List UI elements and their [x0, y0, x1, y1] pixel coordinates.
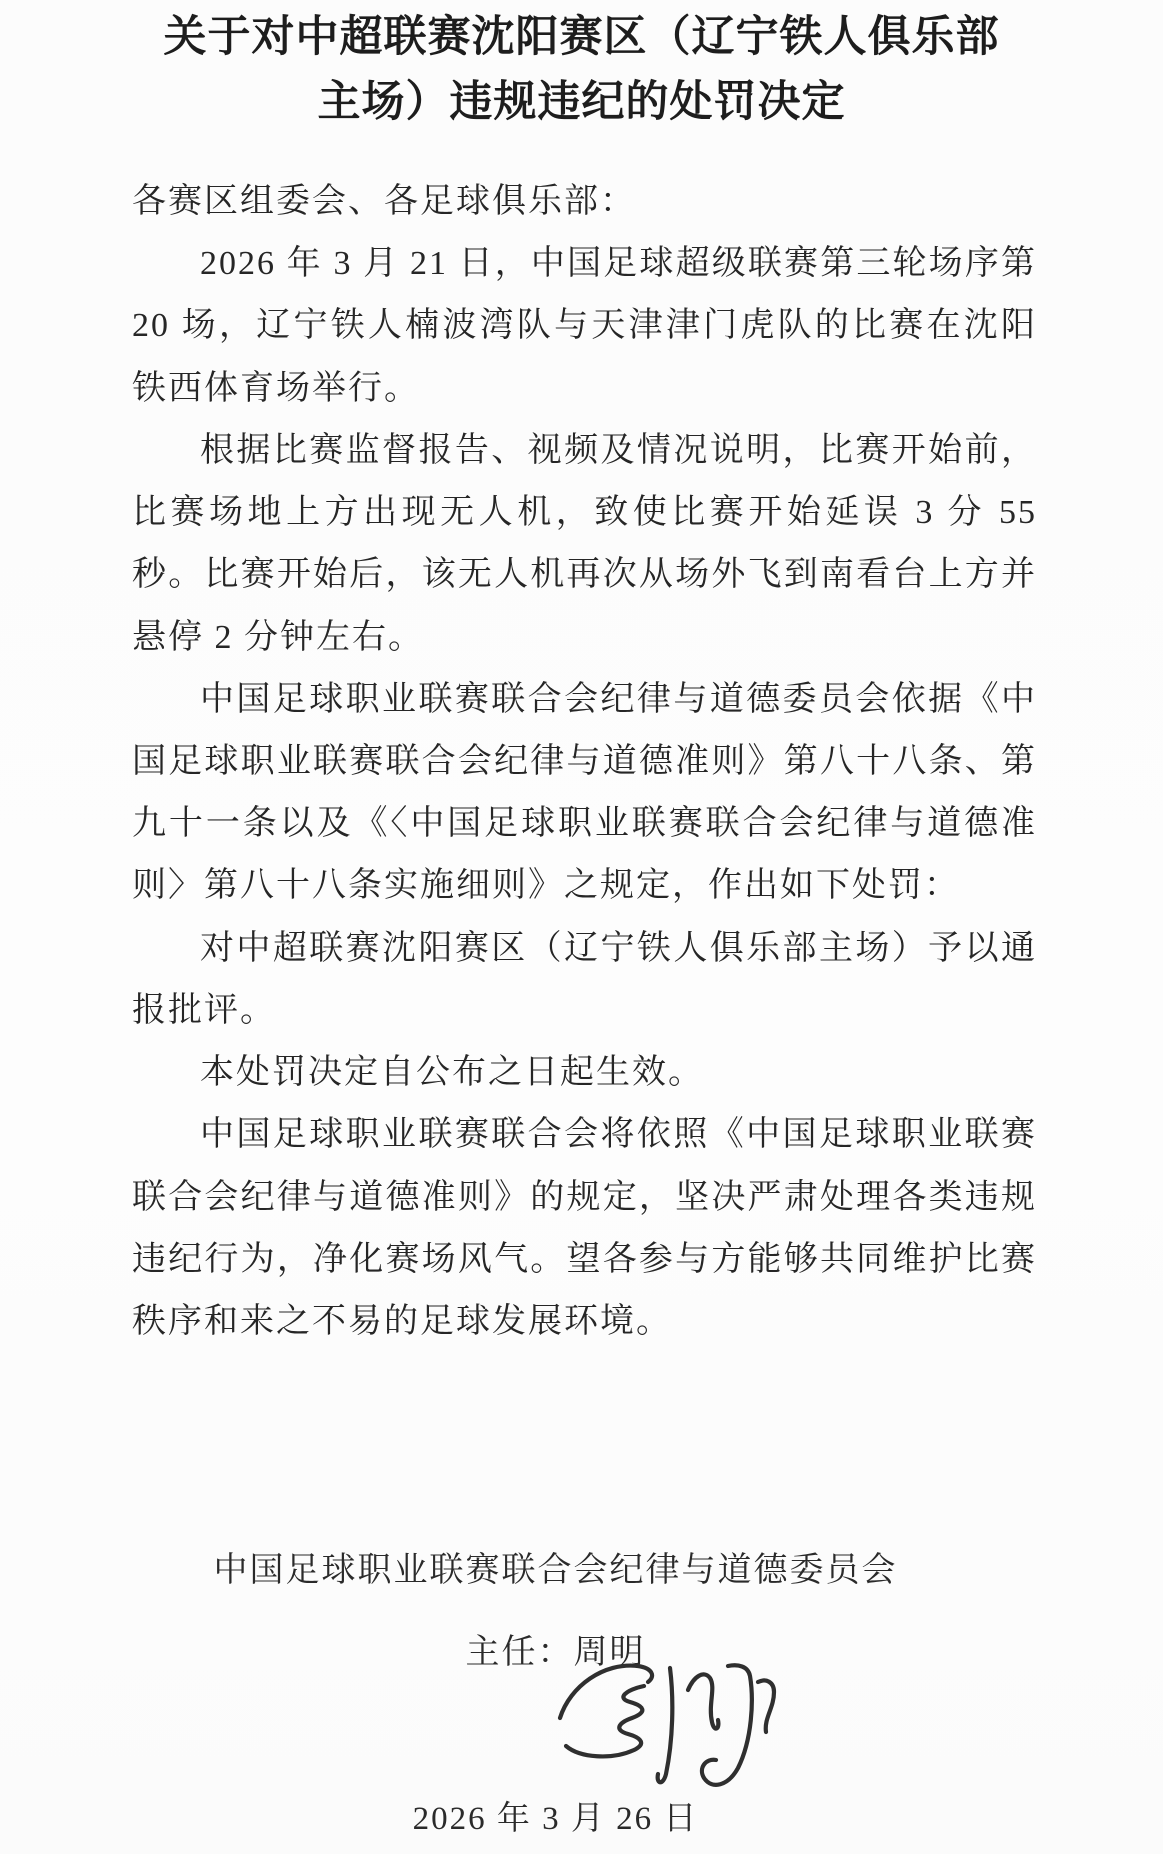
paragraph-match-info: 2026 年 3 月 21 日，中国足球超级联赛第三轮场序第 20 场，辽宁铁人楠波湾队与天津津门虎队的比赛在沈阳铁西体育场举行。: [132, 245, 1037, 407]
paragraph-legal-basis: 中国足球职业联赛联合会纪律与道德委员会依据《中国足球职业联赛联合会纪律与道德准则》第八十八条、第九十一条以及《〈中国足球职业联赛联合会纪律与道德准则〉第八十八条实施细则》之规定，作出如下处罚：: [132, 680, 1037, 905]
signer-name-line: 主任：周明: [465, 1634, 646, 1671]
paragraph-effective-date: 本处罚决定自公布之日起生效。: [200, 1054, 704, 1092]
document-body: [132, 171, 1037, 1353]
salutation: 各赛区组委会、各足球俱乐部：: [132, 183, 636, 220]
signature-strokes: [552, 1656, 784, 1804]
document-title-line-2: 主场）违规违纪的处罚决定: [317, 78, 846, 126]
paragraph-penalty: 对中超联赛沈阳赛区（辽宁铁人俱乐部主场）予以通报批评。: [132, 929, 1037, 1029]
document-title-line-1: 关于对中超联赛沈阳赛区（辽宁铁人俱乐部: [163, 14, 1000, 61]
issuing-committee: 中国足球职业联赛联合会纪律与道德委员会: [213, 1552, 898, 1589]
issue-date: 2026 年 3 月 26 日: [412, 1801, 699, 1837]
handwritten-signature: [552, 1656, 784, 1804]
paragraph-closing-statement: 中国足球职业联赛联合会将依照《中国足球职业联赛联合会纪律与道德准则》的规定，坚决严肃处理各类违规违纪行为，净化赛场风气。望各参与方能够共同维护比赛秩序和来之不易的足球发展环境。: [132, 1116, 1037, 1340]
paragraph-incident-description: 根据比赛监督报告、视频及情况说明，比赛开始前，比赛场地上方出现无人机，致使比赛开始延误 3 分 55 秒。比赛开始后，该无人机再次从场外飞到南看台上方并悬停 2 分钟左右。: [132, 431, 1037, 656]
document-title: [0, 0, 1163, 135]
